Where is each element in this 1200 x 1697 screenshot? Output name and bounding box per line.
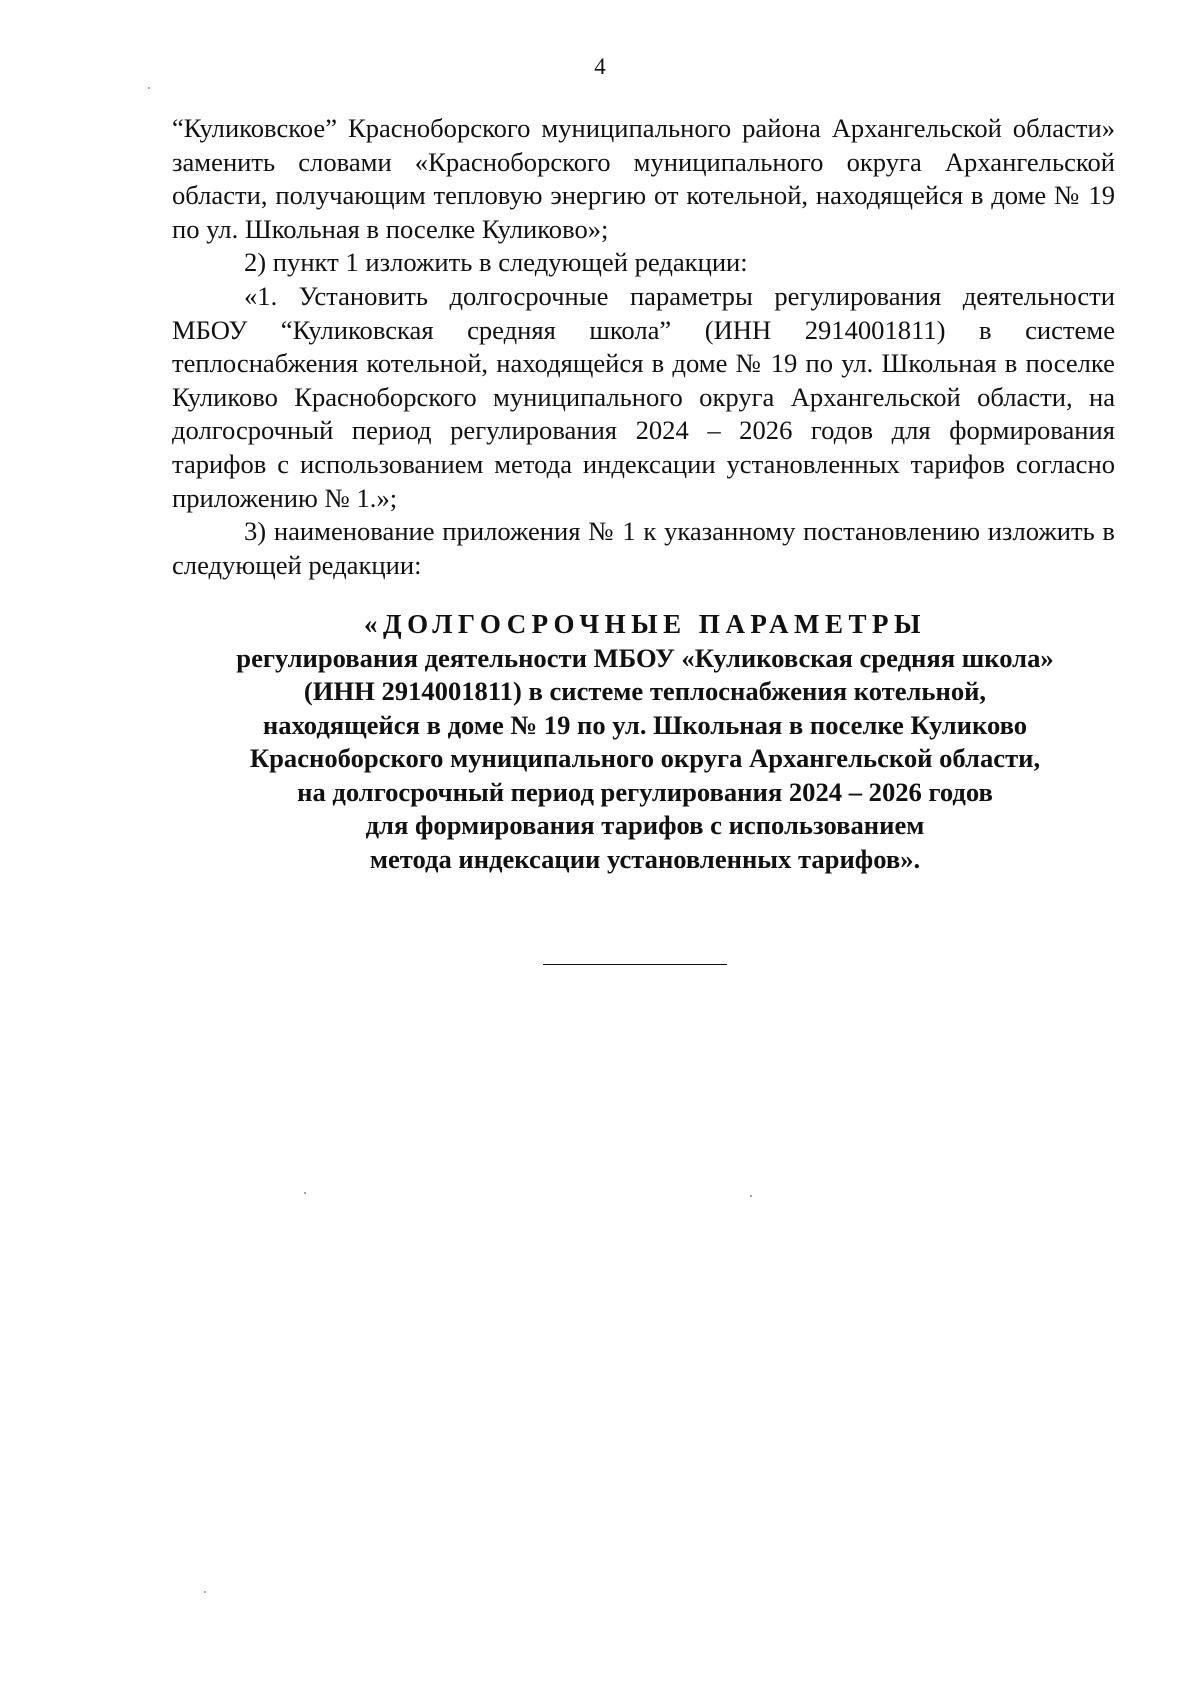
scan-speck	[304, 1192, 306, 1194]
body-text	[172, 112, 1115, 582]
paragraph-quoted-clause-1: «1. Установить долгосрочные параметры регулирования деятельности МБОУ “Куликовская средняя школа” (ИНН 2914001811) в системе теплоснабжения котельной, находящейся в доме № 19 по ул. Школьная в поселке Куликово Красноборского муниципального округа Архангельской области, на долгосрочный период регулирования 2024 – 2026 годов для формирования тарифов с использованием метода индексации установленных тарифов согласно приложению № 1.»;	[172, 280, 1115, 513]
appendix-title-line: для формирования тарифов с использованием	[365, 810, 925, 840]
appendix-title-line: на долгосрочный период регулирования 2024 – 2026 годов	[297, 776, 993, 807]
scan-speck	[750, 1195, 752, 1197]
appendix-title-line: регулирования деятельности МБОУ «Куликовская средняя школа»	[236, 642, 1054, 673]
appendix-title-line: метода индексации установленных тарифов».	[369, 843, 921, 874]
appendix-title-line: Красноборского муниципального округа Архангельской области,	[249, 743, 1041, 773]
paragraph-continuation: “Куликовское” Красноборского муниципального района Архангельской области» заменить словами «Красноборского муниципального округа Архангельской области, получающим тепловую энергию от котельной, находящейся в доме № 19 по ул. Школьная в поселке Куликово»;	[172, 113, 1115, 244]
appendix-title-heading: «ДОЛГОСРОЧНЫЕ ПАРАМЕТРЫ	[364, 609, 926, 639]
appendix-title-line: (ИНН 2914001811) в системе теплоснабжения котельной,	[303, 676, 987, 706]
scan-speck	[204, 1591, 206, 1593]
appendix-title-line: находящейся в доме № 19 по ул. Школьная в поселке Куликово	[262, 709, 1028, 740]
paragraph-item-2: 2) пункт 1 изложить в следующей редакции:	[244, 247, 748, 278]
separator-line	[543, 964, 727, 965]
scan-speck	[148, 87, 150, 89]
appendix-title	[140, 608, 1150, 876]
paragraph-item-3: 3) наименование приложения № 1 к указанному постановлению изложить в следующей редакции:	[172, 516, 1115, 580]
page-number: 4	[594, 54, 606, 79]
